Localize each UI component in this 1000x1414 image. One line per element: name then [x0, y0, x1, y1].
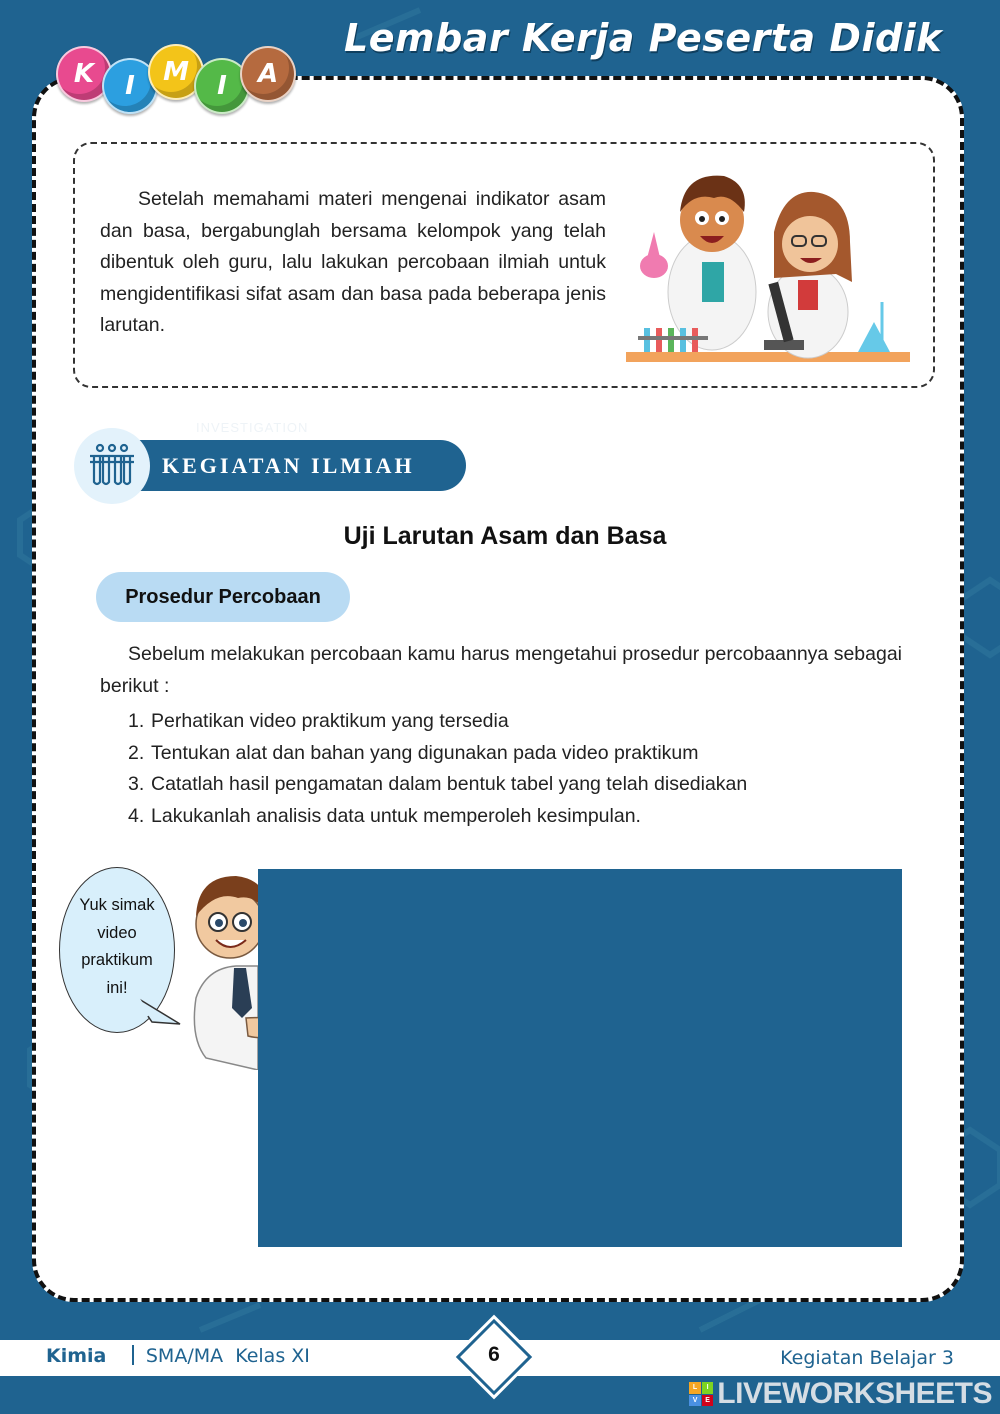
intro-text: Setelah memahami materi mengenai indikator asam dan basa, bergabunglah bersama kelompok yang telah dibentuk oleh guru, lalu lakukan percobaan ilmiah untuk mengidentifikasi sifat asam dan basa pada beberapa jenis larutan. [100, 188, 606, 336]
step-text: Catatlah hasil pengamatan dalam bentuk tabel yang telah disediakan [151, 773, 748, 795]
list-item [128, 801, 747, 833]
procedure-steps [128, 706, 747, 832]
footer-divider [132, 1345, 134, 1365]
kegiatan-label: KEGIATAN ILMIAH [162, 453, 415, 478]
footer-subject: Kimia [46, 1345, 107, 1367]
logo-cell: I [702, 1382, 714, 1394]
activity-title: Uji Larutan Asam dan Basa [343, 522, 667, 550]
list-item [128, 706, 747, 738]
procedure-intro: Sebelum melakukan percobaan kamu harus mengetahui prosedur percobaannya sebagai berikut : [100, 643, 903, 697]
investigation-faint-label: INVESTIGATION [196, 420, 309, 435]
step-number: 2. [128, 741, 145, 764]
logo-cell: L [689, 1382, 701, 1394]
kimia-logo [52, 40, 292, 114]
logo-letter-i2: I [194, 58, 250, 114]
footer-section: Kegiatan Belajar 3 [780, 1347, 954, 1369]
procedure-heading: Prosedur Percobaan [96, 572, 350, 622]
logo-letter-m: M [148, 44, 204, 100]
logo-letter-k: K [56, 46, 112, 102]
step-number: 3. [128, 773, 145, 795]
test-tubes-icon [74, 428, 150, 504]
logo-letter-i: I [102, 58, 158, 114]
page-number: 6 [488, 1343, 500, 1366]
liveworksheets-watermark [689, 1378, 992, 1410]
scientists-illustration [624, 162, 912, 368]
watermark-text: LIVEWORKSHEETS [717, 1377, 992, 1410]
logo-cell: V [689, 1395, 701, 1407]
step-text: Tentukan alat dan bahan yang digunakan pada video praktikum [151, 741, 699, 764]
bubble-line: praktikum [81, 951, 153, 969]
speech-bubble-text [66, 892, 168, 1002]
liveworksheets-logo-icon [689, 1382, 713, 1406]
video-placeholder[interactable] [258, 869, 902, 1247]
bubble-line: Yuk simak [79, 896, 155, 914]
footer-level: SMA/MA Kelas XI [145, 1345, 310, 1367]
kegiatan-icon-circle [74, 428, 150, 504]
logo-letter-a: A [240, 46, 296, 102]
step-number: 4. [128, 804, 145, 827]
step-text: Lakukanlah analisis data untuk memperoleh kesimpulan. [151, 804, 641, 827]
list-item [128, 769, 747, 801]
bubble-line: video [97, 923, 137, 942]
bubble-line: ini! [106, 978, 128, 997]
logo-cell: E [702, 1395, 714, 1407]
list-item [128, 738, 747, 770]
step-number: 1. [128, 710, 145, 732]
footer-left [46, 1345, 310, 1367]
worksheet-title: Lembar Kerja Peserta Didik [343, 16, 942, 60]
step-text: Perhatikan video praktikum yang tersedia [151, 710, 509, 732]
